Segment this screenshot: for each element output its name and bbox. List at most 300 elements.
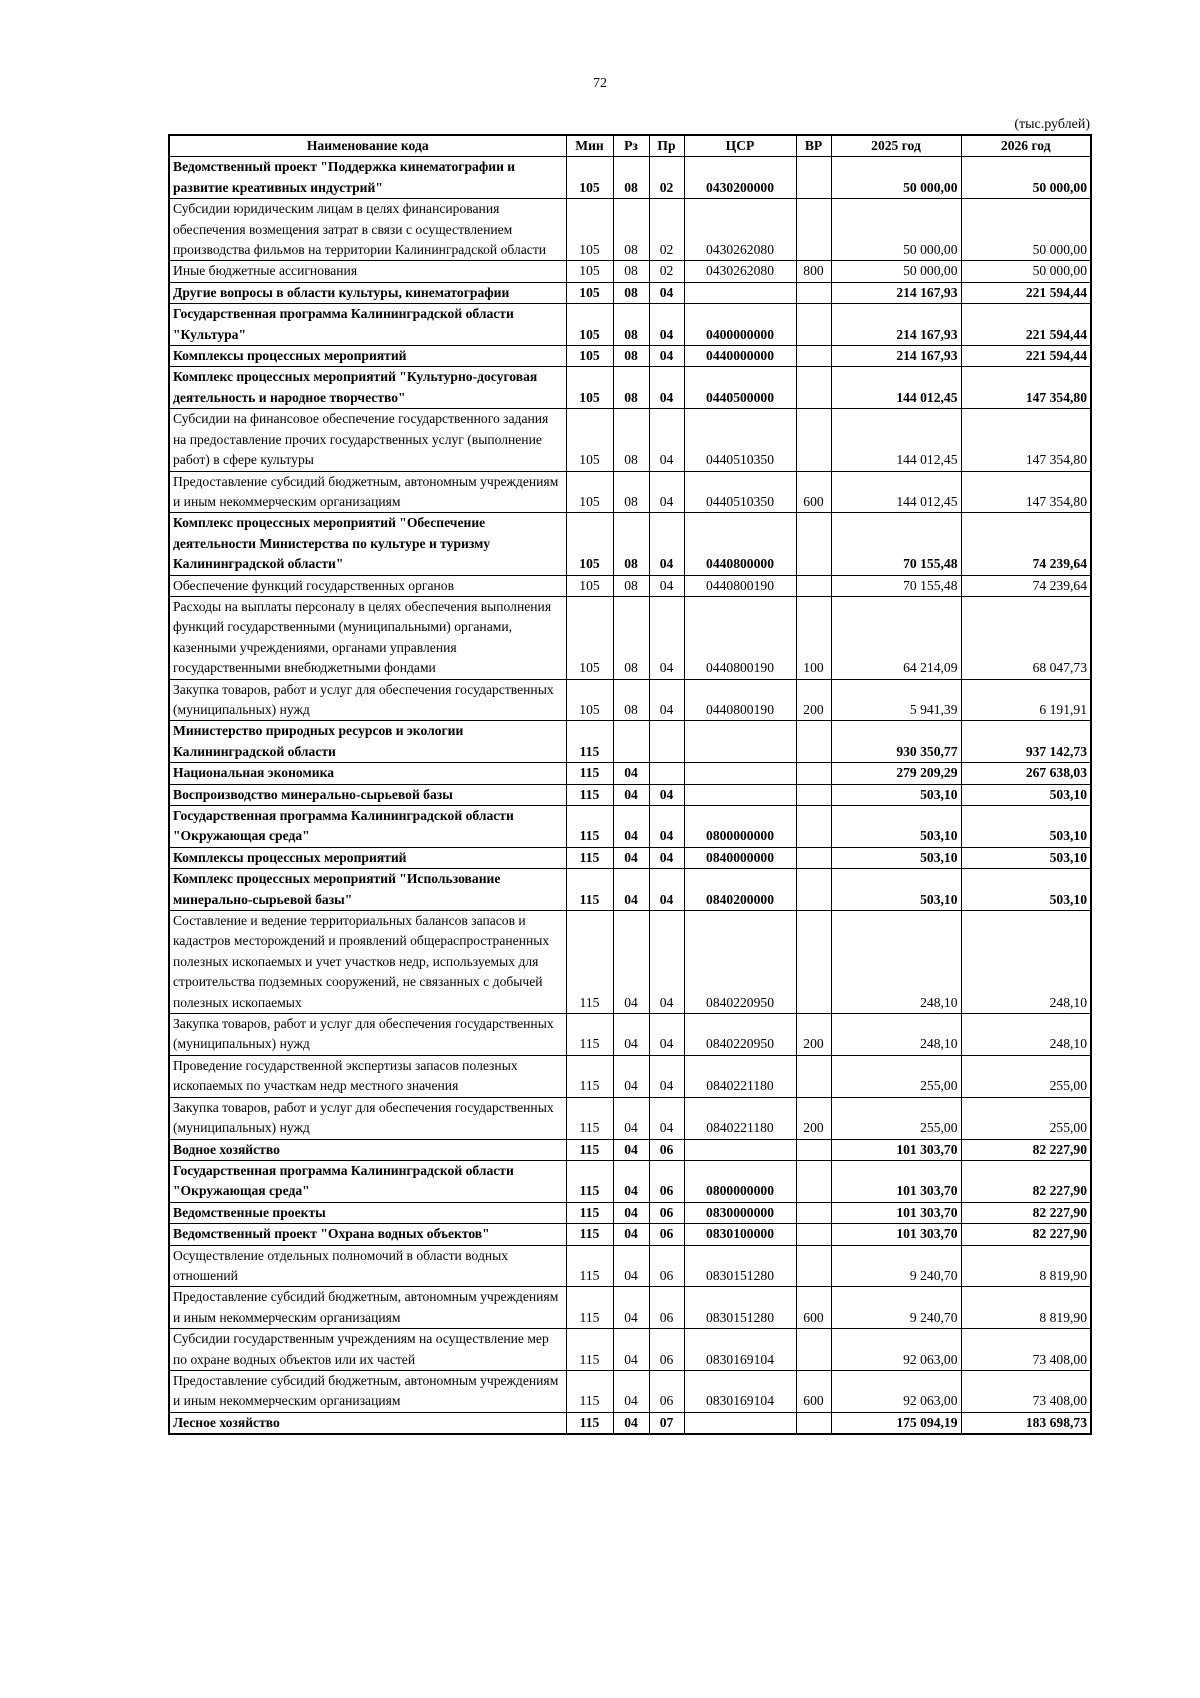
cell-min: 105 [566,346,613,367]
cell-2025: 503,10 [831,847,961,868]
cell-csr [684,721,796,763]
cell-vr: 600 [796,471,831,513]
cell-vr [796,1329,831,1371]
cell-csr: 0400000000 [684,304,796,346]
cell-2025: 92 063,00 [831,1329,961,1371]
header-vr: ВР [796,135,831,157]
cell-vr [796,763,831,784]
table-row [169,1055,1091,1097]
cell-vr: 200 [796,1014,831,1056]
cell-csr: 0430200000 [684,157,796,199]
cell-rz: 08 [613,575,649,596]
cell-pr: 02 [649,261,684,282]
cell-vr [796,304,831,346]
cell-csr: 0440800000 [684,513,796,575]
cell-vr [796,1139,831,1160]
table-row [169,346,1091,367]
cell-min: 105 [566,471,613,513]
cell-2026: 82 227,90 [961,1160,1091,1202]
cell-2026: 82 227,90 [961,1224,1091,1245]
cell-name: Расходы на выплаты персоналу в целях обеспечения выполнения функций государственными (муниципальными) органами, казенными учреждениями, органами управления государственными внебюджетными фондами [169,596,566,679]
cell-min: 105 [566,575,613,596]
cell-min: 115 [566,847,613,868]
table-row [169,1224,1091,1245]
cell-name: Осуществление отдельных полномочий в области водных отношений [169,1245,566,1287]
cell-pr: 04 [649,847,684,868]
table-row [169,157,1091,199]
cell-pr: 04 [649,784,684,805]
cell-csr: 0840220950 [684,911,796,1014]
cell-min: 105 [566,679,613,721]
table-row [169,261,1091,282]
cell-pr: 02 [649,199,684,261]
cell-pr: 04 [649,911,684,1014]
cell-rz: 04 [613,847,649,868]
cell-min: 115 [566,1202,613,1223]
cell-name: Ведомственный проект "Охрана водных объектов" [169,1224,566,1245]
cell-min: 115 [566,784,613,805]
cell-name: Ведомственные проекты [169,1202,566,1223]
cell-name: Государственная программа Калининградской области "Окружающая среда" [169,1160,566,1202]
cell-2025: 255,00 [831,1097,961,1139]
cell-pr: 04 [649,1014,684,1056]
cell-2025: 248,10 [831,1014,961,1056]
cell-csr: 0840200000 [684,869,796,911]
cell-2025: 214 167,93 [831,346,961,367]
cell-2026: 248,10 [961,1014,1091,1056]
cell-min: 105 [566,282,613,303]
table-row [169,596,1091,679]
cell-name: Предоставление субсидий бюджетным, автономным учреждениям и иным некоммерческим организациям [169,1287,566,1329]
cell-rz: 04 [613,1139,649,1160]
cell-min: 105 [566,157,613,199]
cell-2026: 221 594,44 [961,282,1091,303]
cell-2026: 221 594,44 [961,304,1091,346]
cell-2025: 279 209,29 [831,763,961,784]
cell-csr: 0830000000 [684,1202,796,1223]
cell-2025: 214 167,93 [831,282,961,303]
cell-2025: 930 350,77 [831,721,961,763]
cell-2025: 5 941,39 [831,679,961,721]
cell-min: 105 [566,304,613,346]
cell-rz: 08 [613,471,649,513]
cell-name: Проведение государственной экспертизы запасов полезных ископаемых по участкам недр местного значения [169,1055,566,1097]
cell-pr: 04 [649,1097,684,1139]
cell-name: Предоставление субсидий бюджетным, автономным учреждениям и иным некоммерческим организациям [169,1370,566,1412]
cell-min: 115 [566,1055,613,1097]
cell-csr: 0430262080 [684,199,796,261]
cell-min: 115 [566,911,613,1014]
cell-rz: 04 [613,1055,649,1097]
table-row [169,575,1091,596]
cell-2026: 147 354,80 [961,471,1091,513]
cell-min: 115 [566,1160,613,1202]
cell-vr [796,1245,831,1287]
cell-vr [796,1055,831,1097]
cell-2026: 6 191,91 [961,679,1091,721]
cell-2025: 70 155,48 [831,513,961,575]
cell-pr: 04 [649,1055,684,1097]
cell-min: 115 [566,1412,613,1434]
cell-vr [796,869,831,911]
table-row [169,513,1091,575]
table-row [169,679,1091,721]
cell-vr [796,721,831,763]
table-row [169,1014,1091,1056]
cell-csr: 0430262080 [684,261,796,282]
cell-min: 115 [566,1287,613,1329]
cell-name: Лесное хозяйство [169,1412,566,1434]
cell-name: Субсидии на финансовое обеспечение государственного задания на предоставление прочих государственных услуг (выполнение работ) в сфере культуры [169,409,566,471]
cell-2026: 255,00 [961,1097,1091,1139]
cell-name: Комплексы процессных мероприятий [169,847,566,868]
cell-rz: 04 [613,784,649,805]
cell-vr [796,806,831,848]
units-label: (тыс.рублей) [1014,117,1090,132]
cell-rz: 08 [613,282,649,303]
cell-name: Национальная экономика [169,763,566,784]
cell-rz: 04 [613,1287,649,1329]
cell-2025: 50 000,00 [831,157,961,199]
cell-2026: 50 000,00 [961,157,1091,199]
header-2025: 2025 год [831,135,961,157]
cell-vr [796,911,831,1014]
cell-pr: 04 [649,806,684,848]
cell-2026: 73 408,00 [961,1329,1091,1371]
cell-pr [649,763,684,784]
cell-rz: 08 [613,261,649,282]
cell-rz: 08 [613,199,649,261]
cell-2025: 503,10 [831,869,961,911]
cell-csr: 0830169104 [684,1370,796,1412]
cell-vr: 200 [796,1097,831,1139]
cell-rz: 04 [613,1224,649,1245]
cell-vr [796,157,831,199]
cell-2025: 175 094,19 [831,1412,961,1434]
cell-csr: 0830100000 [684,1224,796,1245]
cell-vr [796,409,831,471]
cell-2026: 8 819,90 [961,1245,1091,1287]
cell-rz: 04 [613,1014,649,1056]
table-row [169,1202,1091,1223]
header-name: Наименование кода [169,135,566,157]
cell-2025: 101 303,70 [831,1224,961,1245]
table-row [169,304,1091,346]
cell-csr: 0440800190 [684,596,796,679]
cell-csr: 0830151280 [684,1287,796,1329]
cell-pr: 07 [649,1412,684,1434]
table-row [169,1287,1091,1329]
header-csr: ЦСР [684,135,796,157]
cell-min: 105 [566,513,613,575]
cell-pr [649,721,684,763]
cell-name: Воспроизводство минерально-сырьевой базы [169,784,566,805]
cell-2025: 64 214,09 [831,596,961,679]
cell-pr: 06 [649,1202,684,1223]
header-rz: Рз [613,135,649,157]
cell-pr: 04 [649,346,684,367]
cell-vr [796,199,831,261]
cell-pr: 04 [649,409,684,471]
cell-name: Другие вопросы в области культуры, кинематографии [169,282,566,303]
page-number: 72 [593,76,607,91]
cell-name: Обеспечение функций государственных органов [169,575,566,596]
cell-name: Закупка товаров, работ и услуг для обеспечения государственных (муниципальных) нужд [169,679,566,721]
cell-pr: 04 [649,471,684,513]
cell-rz: 08 [613,346,649,367]
cell-pr: 04 [649,679,684,721]
cell-name: Закупка товаров, работ и услуг для обеспечения государственных (муниципальных) нужд [169,1014,566,1056]
cell-2025: 144 012,45 [831,471,961,513]
cell-rz: 04 [613,806,649,848]
cell-rz: 08 [613,304,649,346]
cell-vr [796,282,831,303]
table-row [169,1097,1091,1139]
table-row [169,1370,1091,1412]
cell-rz: 04 [613,763,649,784]
cell-csr [684,784,796,805]
table-row [169,409,1091,471]
cell-csr: 0440510350 [684,471,796,513]
cell-csr: 0840000000 [684,847,796,868]
cell-pr: 06 [649,1160,684,1202]
cell-min: 115 [566,721,613,763]
cell-vr [796,346,831,367]
cell-vr: 800 [796,261,831,282]
cell-min: 105 [566,199,613,261]
cell-name: Водное хозяйство [169,1139,566,1160]
cell-vr: 200 [796,679,831,721]
cell-pr: 04 [649,282,684,303]
cell-csr [684,282,796,303]
cell-vr [796,367,831,409]
table-row [169,847,1091,868]
cell-pr: 04 [649,304,684,346]
cell-csr: 0440800190 [684,575,796,596]
cell-2026: 74 239,64 [961,575,1091,596]
cell-vr [796,1412,831,1434]
cell-2025: 9 240,70 [831,1245,961,1287]
cell-2025: 144 012,45 [831,367,961,409]
cell-rz: 08 [613,367,649,409]
cell-2026: 503,10 [961,847,1091,868]
cell-2026: 68 047,73 [961,596,1091,679]
cell-rz: 08 [613,409,649,471]
cell-rz: 08 [613,513,649,575]
table-body [169,157,1091,1434]
cell-2025: 50 000,00 [831,199,961,261]
cell-pr: 04 [649,367,684,409]
cell-min: 115 [566,1224,613,1245]
cell-csr: 0840221180 [684,1097,796,1139]
cell-min: 115 [566,1139,613,1160]
cell-csr: 0440000000 [684,346,796,367]
table-row [169,869,1091,911]
cell-2025: 50 000,00 [831,261,961,282]
cell-csr [684,1139,796,1160]
cell-rz: 04 [613,911,649,1014]
cell-name: Предоставление субсидий бюджетным, автономным учреждениям и иным некоммерческим организациям [169,471,566,513]
table-row [169,199,1091,261]
cell-csr [684,763,796,784]
cell-csr: 0800000000 [684,806,796,848]
cell-pr: 04 [649,575,684,596]
cell-pr: 06 [649,1370,684,1412]
cell-2025: 255,00 [831,1055,961,1097]
cell-2026: 503,10 [961,784,1091,805]
cell-vr [796,847,831,868]
table-row [169,806,1091,848]
cell-pr: 06 [649,1224,684,1245]
cell-min: 115 [566,1370,613,1412]
cell-2026: 82 227,90 [961,1139,1091,1160]
cell-2025: 503,10 [831,784,961,805]
cell-min: 115 [566,806,613,848]
cell-rz: 04 [613,1329,649,1371]
cell-name: Министерство природных ресурсов и экологии Калининградской области [169,721,566,763]
table-row [169,1412,1091,1434]
cell-min: 115 [566,1245,613,1287]
cell-2026: 503,10 [961,869,1091,911]
table-row [169,1329,1091,1371]
cell-rz: 04 [613,1412,649,1434]
cell-rz: 08 [613,157,649,199]
cell-csr: 0440500000 [684,367,796,409]
table-row [169,1160,1091,1202]
header-2026: 2026 год [961,135,1091,157]
cell-pr: 06 [649,1287,684,1329]
cell-csr: 0440800190 [684,679,796,721]
cell-rz: 08 [613,596,649,679]
cell-2026: 248,10 [961,911,1091,1014]
cell-rz: 04 [613,1202,649,1223]
cell-name: Иные бюджетные ассигнования [169,261,566,282]
cell-2025: 9 240,70 [831,1287,961,1329]
cell-2026: 267 638,03 [961,763,1091,784]
cell-pr: 06 [649,1139,684,1160]
cell-min: 105 [566,409,613,471]
cell-2025: 101 303,70 [831,1160,961,1202]
cell-pr: 06 [649,1245,684,1287]
table-row [169,721,1091,763]
cell-vr: 600 [796,1287,831,1329]
table-row [169,911,1091,1014]
cell-2025: 503,10 [831,806,961,848]
cell-2026: 74 239,64 [961,513,1091,575]
cell-2025: 101 303,70 [831,1202,961,1223]
cell-name: Закупка товаров, работ и услуг для обеспечения государственных (муниципальных) нужд [169,1097,566,1139]
cell-name: Комплексы процессных мероприятий [169,346,566,367]
cell-min: 115 [566,1097,613,1139]
cell-2026: 73 408,00 [961,1370,1091,1412]
cell-2026: 8 819,90 [961,1287,1091,1329]
cell-min: 115 [566,763,613,784]
cell-rz: 04 [613,1245,649,1287]
cell-2026: 147 354,80 [961,409,1091,471]
cell-rz: 08 [613,679,649,721]
cell-name: Составление и ведение территориальных балансов запасов и кадастров месторождений и проявлений общераспространенных полезных ископаемых и учет участков недр, используемых для строительства подземных сооружений, не связанных с добычей полезных ископаемых [169,911,566,1014]
cell-vr [796,1160,831,1202]
cell-rz: 04 [613,1097,649,1139]
cell-vr [796,1224,831,1245]
cell-csr [684,1412,796,1434]
cell-min: 105 [566,261,613,282]
cell-name: Государственная программа Калининградской области "Культура" [169,304,566,346]
cell-2025: 70 155,48 [831,575,961,596]
cell-2026: 50 000,00 [961,261,1091,282]
cell-csr: 0840220950 [684,1014,796,1056]
table-row [169,282,1091,303]
cell-name: Субсидии государственным учреждениям на осуществление мер по охране водных объектов или их частей [169,1329,566,1371]
cell-vr [796,784,831,805]
cell-name: Комплекс процессных мероприятий "Культурно-досуговая деятельность и народное творчество" [169,367,566,409]
header-min: Мин [566,135,613,157]
cell-2026: 50 000,00 [961,199,1091,261]
cell-csr: 0830169104 [684,1329,796,1371]
cell-2025: 92 063,00 [831,1370,961,1412]
cell-vr: 600 [796,1370,831,1412]
table-row [169,763,1091,784]
cell-pr: 04 [649,596,684,679]
cell-min: 105 [566,596,613,679]
cell-min: 115 [566,869,613,911]
cell-vr [796,575,831,596]
table-row [169,784,1091,805]
cell-name: Комплекс процессных мероприятий "Обеспечение деятельности Министерства по культуре и туризму Калининградской области" [169,513,566,575]
header-pr: Пр [649,135,684,157]
cell-min: 115 [566,1014,613,1056]
table-row [169,1245,1091,1287]
cell-min: 115 [566,1329,613,1371]
cell-name: Ведомственный проект "Поддержка кинематографии и развитие креативных индустрий" [169,157,566,199]
cell-rz: 04 [613,1370,649,1412]
cell-csr: 0800000000 [684,1160,796,1202]
cell-2025: 214 167,93 [831,304,961,346]
cell-name: Государственная программа Калининградской области "Окружающая среда" [169,806,566,848]
cell-csr: 0840221180 [684,1055,796,1097]
cell-rz: 04 [613,869,649,911]
cell-2026: 503,10 [961,806,1091,848]
cell-csr: 0830151280 [684,1245,796,1287]
cell-2026: 221 594,44 [961,346,1091,367]
cell-name: Субсидии юридическим лицам в целях финансирования обеспечения возмещения затрат в связи с осуществлением производства фильмов на территории Калининградской области [169,199,566,261]
table-row [169,471,1091,513]
header-row [169,135,1091,157]
cell-vr [796,513,831,575]
cell-2026: 183 698,73 [961,1412,1091,1434]
cell-pr: 02 [649,157,684,199]
cell-vr [796,1202,831,1223]
cell-2025: 101 303,70 [831,1139,961,1160]
cell-2025: 248,10 [831,911,961,1014]
cell-2026: 147 354,80 [961,367,1091,409]
cell-csr: 0440510350 [684,409,796,471]
cell-vr: 100 [796,596,831,679]
table-row [169,1139,1091,1160]
cell-2026: 255,00 [961,1055,1091,1097]
table-row [169,367,1091,409]
cell-name: Комплекс процессных мероприятий "Использование минерально-сырьевой базы" [169,869,566,911]
cell-rz: 04 [613,1160,649,1202]
cell-pr: 04 [649,869,684,911]
cell-rz [613,721,649,763]
cell-2025: 144 012,45 [831,409,961,471]
budget-table [168,134,1092,1435]
cell-pr: 04 [649,513,684,575]
cell-2026: 937 142,73 [961,721,1091,763]
cell-pr: 06 [649,1329,684,1371]
cell-min: 105 [566,367,613,409]
